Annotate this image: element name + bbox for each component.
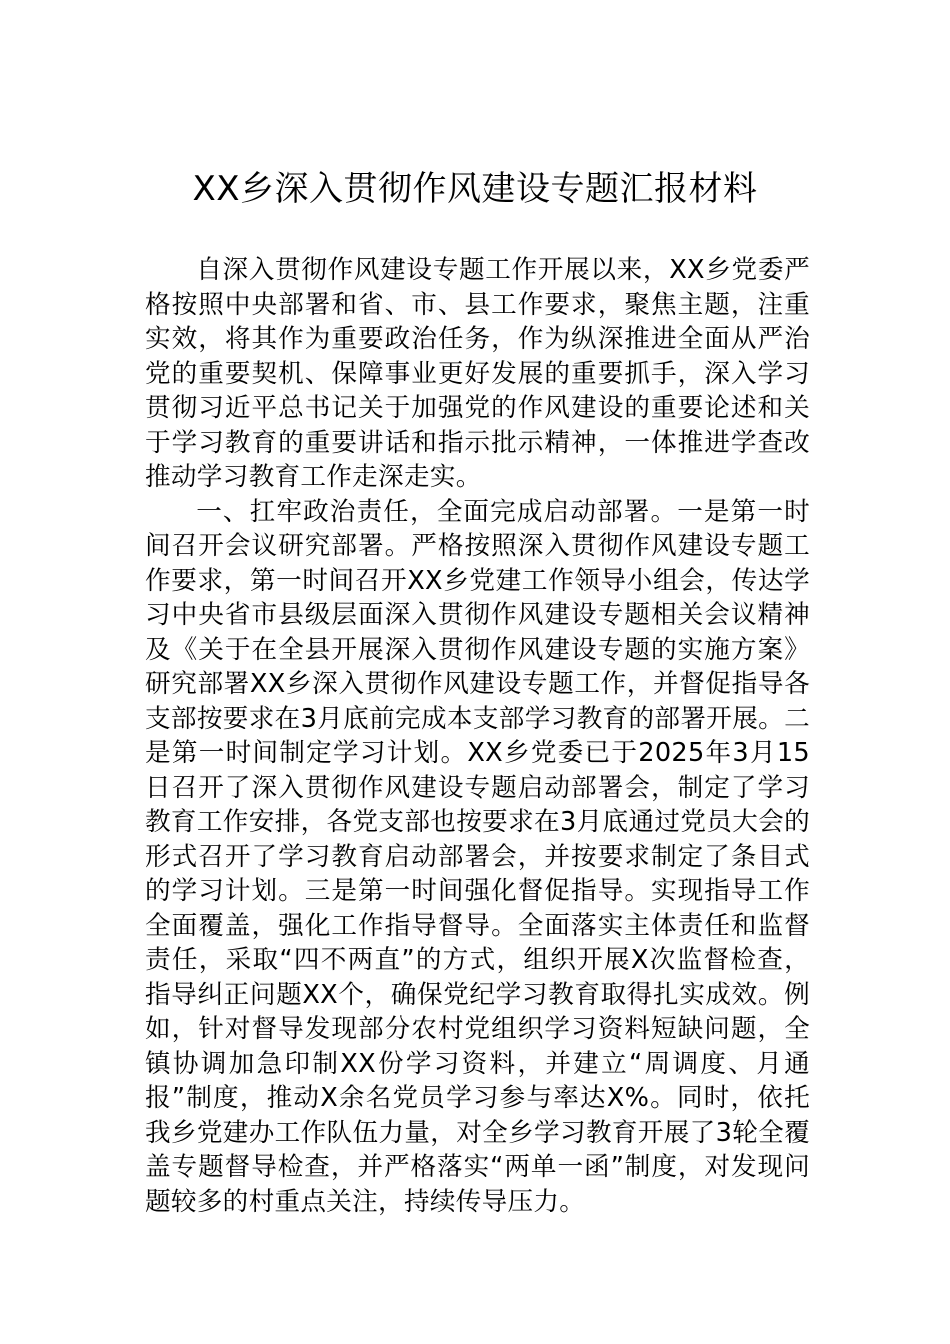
document-body: [145, 253, 810, 1219]
document-title: XX乡深入贯彻作风建设专题汇报材料: [192, 169, 758, 209]
section-one-paragraph: 一、扛牢政治责任，全面完成启动部署。一是第一时间召开会议研究部署。严格按照深入贯彻作风建设专题工作要求，第一时间召开XX乡党建工作领导小组会，传达学习中央省市县级层面深入贯彻作风建设专题相关会议精神及《关于在全县开展深入贯彻作风建设专题的实施方案》研究部署XX乡深入贯彻作风建设专题工作，并督促指导各支部按要求在3月底前完成本支部学习教育的部署开展。二是第一时间制定学习计划。XX乡党委已于2025年3月15日召开了深入贯彻作风建设专题启动部署会，制定了学习教育工作安排，各党支部也按要求在3月底通过党员大会的形式召开了学习教育启动部署会，并按要求制定了条目式的学习计划。三是第一时间强化督促指导。实现指导工作全面覆盖，强化工作指导督导。全面落实主体责任和监督责任，采取“四不两直”的方式，组织开展X次监督检查，指导纠正问题XX个，确保党纪学习教育取得扎实成效。例如，针对督导发现部分农村党组织学习资料短缺问题，全镇协调加急印制XX份学习资料，并建立“周调度、月通报”制度，推动X余名党员学习参与率达X%。同时，依托我乡党建办工作队伍力量，对全乡学习教育开展了3轮全覆盖专题督导检查，并严格落实“两单一函”制度，对发现问题较多的村重点关注，持续传导压力。: [145, 496, 810, 1217]
intro-paragraph: 自深入贯彻作风建设专题工作开展以来，XX乡党委严格按照中央部署和省、市、县工作要求，聚焦主题，注重实效，将其作为重要政治任务，作为纵深推进全面从严治党的重要契机、保障事业更好发展的重要抓手，深入学习贯彻习近平总书记关于加强党的作风建设的重要论述和关于学习教育的重要讲话和指示批示精神，一体推进学查改推动学习教育工作走深走实。: [145, 255, 810, 492]
